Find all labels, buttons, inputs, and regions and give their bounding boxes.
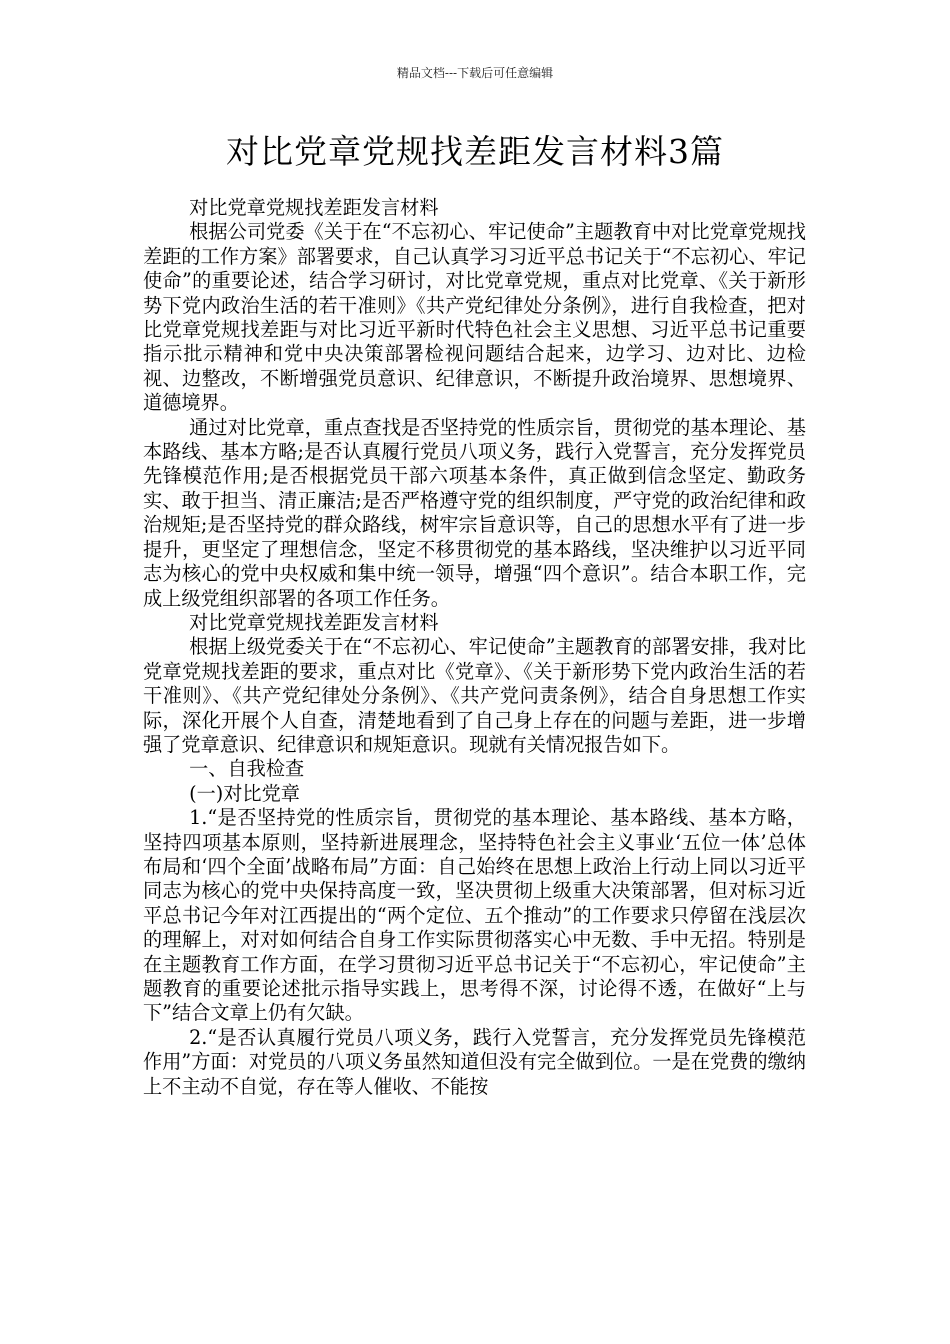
paragraph: 根据公司党委《关于在“不忘初心、牢记使命”主题教育中对比党章党规找差距的工作方案》部署要求，自己认真学习习近平总书记关于“不忘初心、牢记使命”的重要论述，结合学习研讨，对比党章党规，重点对比党章、《关于新形势下党内政治生活的若干准则》《共产党纪律处分条例》，进行自我检查，把对比党章党规找差距与对比习近平新时代特色社会主义思想、习近平总书记重要指示批示精神和党中央决策部署检视问题结合起来，边学习、边对比、边检视、边整改，不断增强党员意识、纪律意识，不断提升政治境界、思想境界、道德境界。 bbox=[143, 220, 806, 415]
subsection-heading: (一)对比党章 bbox=[189, 781, 300, 805]
header-note: 精品文档---下载后可任意编辑 bbox=[396, 66, 554, 80]
document-body bbox=[143, 196, 806, 1099]
paragraph: 1.“是否坚持党的性质宗旨，贯彻党的基本理论、基本路线、基本方略，坚持四项基本原则，坚持新进展理念，坚持特色社会主义事业‘五位一体’总体布局和‘四个全面’战略布局”方面：自己始终在思想上政治上行动上同以习近平同志为核心的党中央保持高度一致，坚决贯彻上级重大决策部署，但对标习近平总书记今年对江西提出的“两个定位、五个推动”的工作要求只停留在浅层次的理解上，对对如何结合自身工作实际贯彻落实心中无数、手中无招。特别是在主题教育工作方面，在学习贯彻习近平总书记关于“不忘初心，牢记使命”主题教育的重要论述批示指导实践上，思考得不深，讨论得不透，在做好“上与下”结合文章上仍有欠缺。 bbox=[143, 806, 806, 1025]
paragraph: 2.“是否认真履行党员八项义务，践行入党誓言，充分发挥党员先锋模范作用”方面：对党员的八项义务虽然知道但没有完全做到位。一是在党费的缴纳上不主动不自觉，存在等人催收、不能按 bbox=[143, 1025, 806, 1098]
subtitle-2: 对比党章党规找差距发言材料 bbox=[189, 610, 439, 634]
paragraph: 通过对比党章，重点查找是否坚持党的性质宗旨，贯彻党的基本理论、基本路线、基本方略;是否认真履行党员八项义务，践行入党誓言，充分发挥党员先锋模范作用;是否根据党员干部六项基本条件，真正做到信念坚定、勤政务实、敢于担当、清正廉洁;是否严格遵守党的组织制度，严守党的政治纪律和政治规矩;是否坚持党的群众路线，树牢宗旨意识等，自己的思想水平有了进一步提升，更坚定了理想信念，坚定不移贯彻党的基本路线，坚决维护以习近平同志为核心的党中央权威和集中统一领导，增强“四个意识”。结合本职工作，完成上级党组织部署的各项工作任务。 bbox=[143, 415, 806, 610]
subtitle-1: 对比党章党规找差距发言材料 bbox=[189, 196, 439, 219]
document-title: 对比党章党规找差距发言材料3篇 bbox=[226, 132, 724, 171]
paragraph: 根据上级党委关于在“不忘初心、牢记使命”主题教育的部署安排，我对比党章党规找差距的要求，重点对比《党章》、《关于新形势下党内政治生活的若干准则》、《共产党纪律处分条例》、《共产党问责条例》，结合自身思想工作实际，深化开展个人自查，清楚地看到了自己身上存在的问题与差距，进一步增强了党章意识、纪律意识和规矩意识。现就有关情况报告如下。 bbox=[143, 635, 806, 756]
section-heading: 一、自我检查 bbox=[189, 757, 305, 781]
